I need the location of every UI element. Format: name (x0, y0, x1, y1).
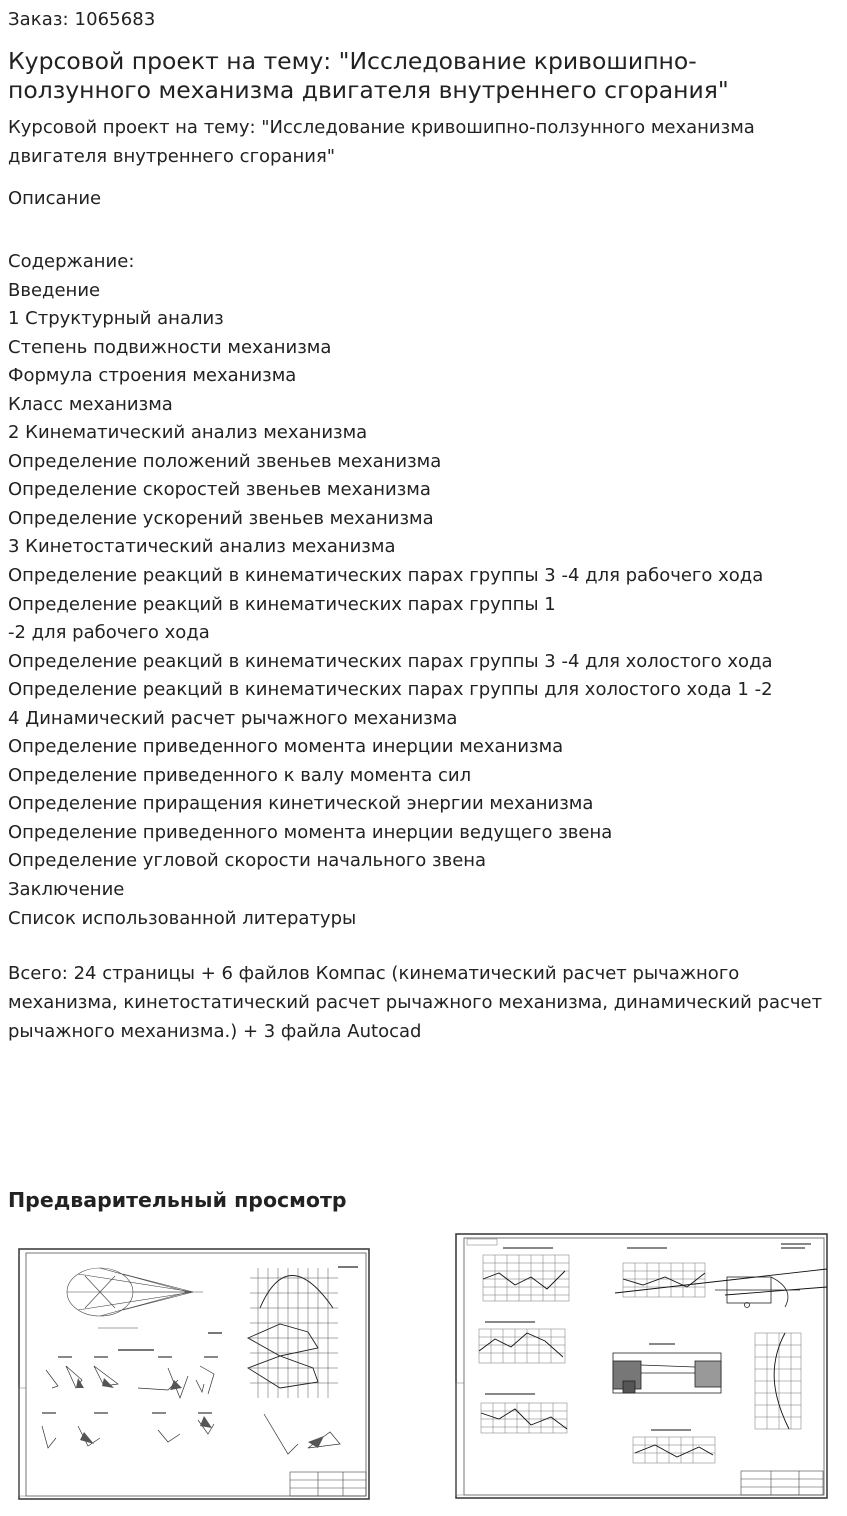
technical-drawing-thumbnail-icon (455, 1233, 828, 1499)
contents-item: Определение реакций в кинематических парах группы 1 (8, 593, 556, 615)
technical-drawing-thumbnail-icon (18, 1248, 370, 1500)
drawing-sheet-2[interactable] (455, 1233, 828, 1499)
contents-item: Определение приведенного момента инерции механизма (8, 736, 564, 758)
contents-item: Введение (8, 279, 101, 301)
contents-item: Определение реакций в кинематических парах группы 3 -4 для холостого хода (8, 650, 773, 672)
contents-item: Определение реакций в кинематических парах группы 3 -4 для рабочего хода (8, 565, 764, 587)
contents-item: 4 Динамический расчет рычажного механизма (8, 707, 458, 729)
contents-item: Определение ускорений звеньев механизма (8, 507, 434, 529)
contents-item: -2 для рабочего хода (8, 622, 210, 644)
preview-heading: Предварительный просмотр (8, 1188, 347, 1212)
contents-item: 1 Структурный анализ (8, 308, 224, 330)
total-summary: Всего: 24 страницы + 6 файлов Компас (кинематический расчет рычажного механизма, кинетостатический расчет рычажного механизма, динамический расчет рычажного механизма.) + 3 файла Autocad (8, 963, 823, 1042)
contents-item: Список использованной литературы (8, 907, 357, 929)
contents-item: Класс механизма (8, 393, 173, 415)
page-subtitle: Курсовой проект на тему: "Исследование кривошипно-ползунного механизма двигателя внутреннего сгорания" (8, 117, 755, 167)
contents-item: Определение скоростей звеньев механизма (8, 479, 431, 501)
contents-item: Определение угловой скорости начального звена (8, 850, 487, 872)
contents-item: Формула строения механизма (8, 365, 297, 387)
contents-item: Определение приведенного момента инерции ведущего звена (8, 821, 613, 843)
contents-item: Определение приведенного к валу момента сил (8, 764, 472, 786)
contents-item: 2 Кинематический анализ механизма (8, 422, 368, 444)
contents-heading: Содержание: (8, 251, 135, 272)
order-number: Заказ: 1065683 (8, 9, 156, 30)
contents-item: Определение приращения кинетической энергии механизма (8, 793, 594, 815)
description-heading: Описание (8, 188, 102, 209)
page-title: Курсовой проект на тему: "Исследование кривошипно-ползунного механизма двигателя внутреннего сгорания" (8, 47, 729, 104)
contents-item: Заключение (8, 879, 125, 901)
contents-item: Степень подвижности механизма (8, 336, 332, 358)
contents-list (8, 248, 843, 933)
contents-item: Определение реакций в кинематических парах группы для холостого хода 1 -2 (8, 679, 773, 701)
contents-item: 3 Кинетостатический анализ механизма (8, 536, 396, 558)
drawing-sheet-1[interactable] (18, 1248, 370, 1500)
contents-item: Определение положений звеньев механизма (8, 450, 442, 472)
